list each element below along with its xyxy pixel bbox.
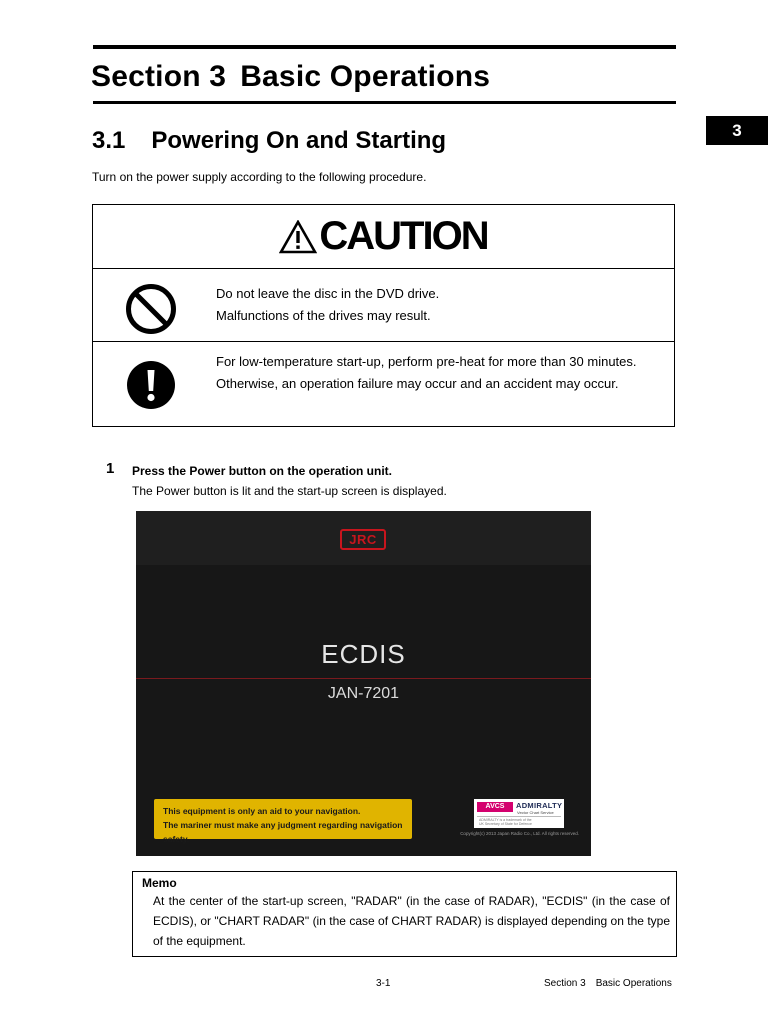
caution-header bbox=[93, 205, 674, 269]
warning-triangle-icon bbox=[279, 220, 317, 254]
caution-box bbox=[92, 204, 675, 427]
chapter-tab: 3 bbox=[706, 116, 768, 145]
admiralty-wordmark: ADMIRALTY bbox=[516, 801, 563, 810]
product-name: ECDIS bbox=[321, 639, 406, 669]
memo-title: Memo bbox=[142, 876, 177, 890]
header-rule-bottom bbox=[93, 101, 676, 104]
step-description: The Power button is lit and the start-up screen is displayed. bbox=[132, 484, 447, 498]
prohibition-icon bbox=[125, 283, 177, 335]
caution-item bbox=[93, 342, 674, 428]
caution-heading: CAUTION bbox=[319, 214, 488, 258]
section-title: Section 3 Basic Operations bbox=[91, 60, 491, 93]
step-number: 1 bbox=[106, 460, 115, 477]
divider-line bbox=[136, 678, 591, 679]
navigation-warning-banner: This equipment is only an aid to your navigation. The mariner must make any judgment regarding navigation safety. bbox=[154, 799, 412, 839]
admiralty-trademark-text: ADMIRALTY is a trademark of the bbox=[479, 818, 532, 822]
memo-box bbox=[132, 871, 677, 957]
avcs-divider bbox=[477, 816, 561, 817]
caution-item bbox=[93, 269, 674, 342]
mandatory-action-icon bbox=[125, 359, 177, 411]
footer-section: Section 3 Basic Operations bbox=[544, 978, 672, 989]
admiralty-subtitle: Vector Chart Service bbox=[517, 810, 554, 815]
header-rule-top bbox=[93, 45, 676, 49]
intro-text: Turn on the power supply according to the following procedure. bbox=[92, 170, 427, 184]
startup-screen-image bbox=[136, 511, 591, 856]
caution-item-text: Do not leave the disc in the DVD drive. Malfunctions of the drives may result. bbox=[216, 286, 440, 323]
page-number: 3-1 bbox=[376, 978, 391, 989]
admiralty-avcs-logo bbox=[474, 799, 564, 828]
caution-item-text: For low-temperature start-up, perform pre-heat for more than 30 minutes. Otherwise, an operation failure may occur and an accident may occur. bbox=[216, 354, 637, 391]
subsection-title: 3.1 Powering On and Starting bbox=[92, 127, 447, 154]
copyright-text: Copyright(c) 2013 Japan Radio Co., Ltd. All rights reserved. bbox=[460, 831, 579, 836]
memo-body: At the center of the start-up screen, "RADAR" (in the case of RADAR), "ECDIS" (in the case of ECDIS), or "CHART RADAR" (in the case of CHART RADAR) is displayed depending on the type of the equipment. bbox=[153, 894, 670, 948]
avcs-tag: AVCS bbox=[477, 802, 513, 812]
jrc-logo: JRC bbox=[340, 529, 386, 550]
admiralty-trademark-text: UK Secretary of State for Defence bbox=[479, 822, 532, 826]
model-number: JAN-7201 bbox=[327, 685, 400, 702]
step-heading: Press the Power button on the operation unit. bbox=[132, 464, 393, 478]
